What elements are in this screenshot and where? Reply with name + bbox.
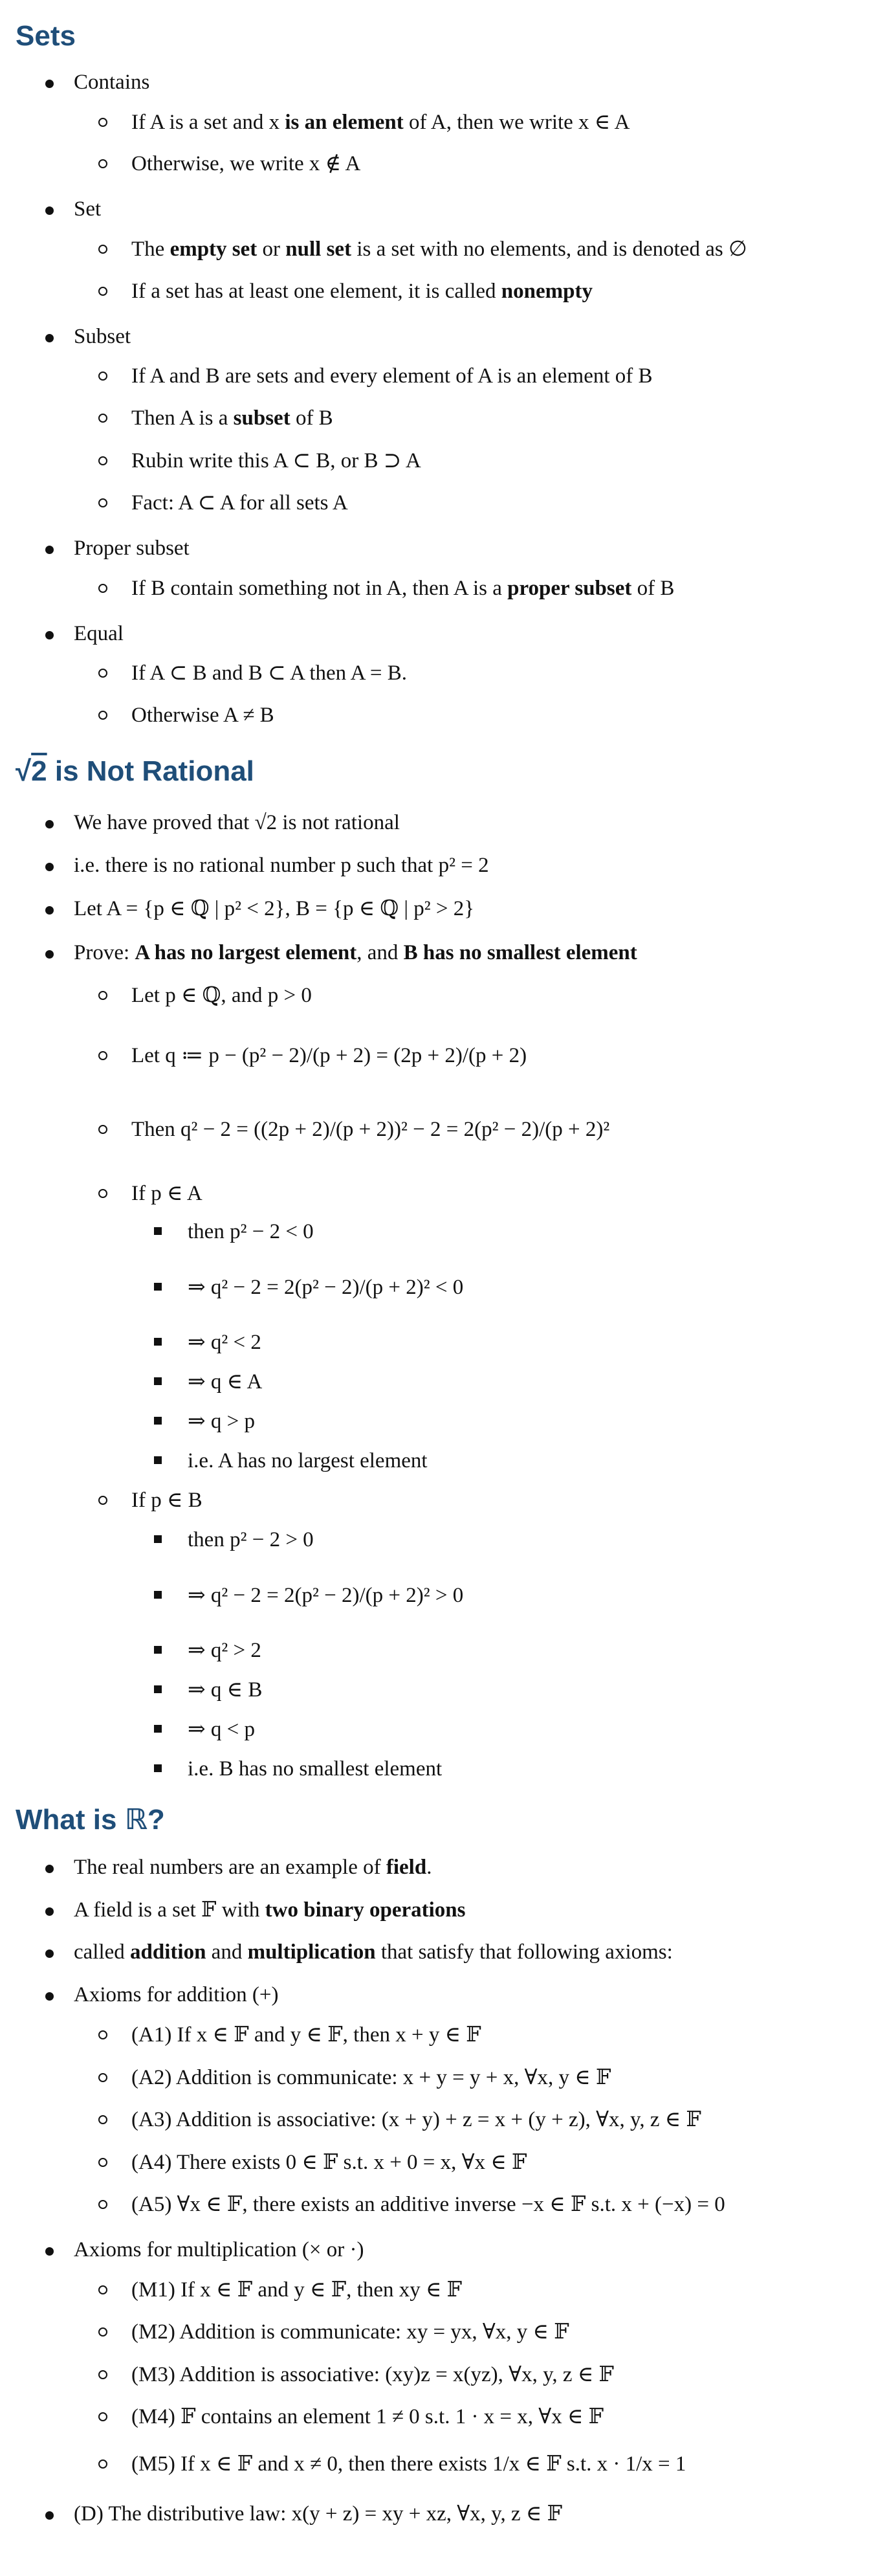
bullet <box>154 1283 162 1291</box>
case-b-item: ⇒ q² > 2 <box>188 1639 261 1662</box>
bullet <box>45 820 54 828</box>
case-a-head: If p ∈ A <box>131 1182 203 1205</box>
bullet <box>154 1227 162 1235</box>
bullet <box>98 2285 107 2294</box>
bullet <box>45 206 54 215</box>
sqrt2-heading: √2 is Not Rational <box>16 755 254 787</box>
case-a-item: i.e. A has no largest element <box>188 1449 428 1472</box>
set-line-2: If a set has at least one element, it is called nonempty <box>131 280 593 303</box>
bullet <box>98 414 107 423</box>
bullet <box>45 80 54 88</box>
bullet <box>98 159 107 168</box>
subset-line-1: If A and B are sets and every element of A is an element of B <box>131 364 653 388</box>
reals-heading: What is ℝ? <box>16 1804 165 1836</box>
addition-axiom: (A3) Addition is associative: (x + y) + z = x + (y + z), ∀x, y, z ∈ 𝔽 <box>131 2108 701 2131</box>
bullet <box>98 372 107 381</box>
bullet <box>45 1949 54 1958</box>
bullet <box>45 2247 54 2256</box>
subset-label: Subset <box>74 325 131 348</box>
equal-line-1: If A ⊂ B and B ⊂ A then A = B. <box>131 661 407 685</box>
bullet <box>98 498 107 507</box>
case-a-item: ⇒ q > p <box>188 1410 256 1433</box>
bullet <box>45 863 54 871</box>
bullet <box>98 2200 107 2209</box>
contains-line-1: If A is a set and x is an element of A, then we write x ∈ A <box>131 111 630 134</box>
multiplication-axiom: (M2) Addition is communicate: xy = yx, ∀x, y ∈ 𝔽 <box>131 2320 569 2344</box>
bullet <box>45 1865 54 1873</box>
bullet <box>98 2370 107 2379</box>
case-b-item: i.e. B has no smallest element <box>188 1757 443 1781</box>
bullet <box>45 1907 54 1916</box>
bullet <box>45 631 54 639</box>
bullet <box>98 245 107 254</box>
addition-axiom: (A1) If x ∈ 𝔽 and y ∈ 𝔽, then x + y ∈ 𝔽 <box>131 2023 481 2047</box>
bullet <box>154 1535 162 1543</box>
equal-label: Equal <box>74 622 124 645</box>
bullet <box>98 2327 107 2337</box>
proper-subset-label: Proper subset <box>74 537 190 560</box>
addition-axiom: (A4) There exists 0 ∈ 𝔽 s.t. x + 0 = x, ∀x ∈ 𝔽 <box>131 2151 527 2174</box>
bullet <box>154 1338 162 1346</box>
bullet <box>154 1377 162 1385</box>
proof-step-2: Let q ≔ p − (p² − 2)/(p + 2) = (2p + 2)/(p + 2) <box>131 1044 527 1067</box>
case-a-item: ⇒ q ∈ A <box>188 1370 263 1393</box>
bullet <box>154 1417 162 1425</box>
bullet <box>45 1992 54 2001</box>
bullet <box>98 584 107 593</box>
contains-label: Contains <box>74 71 150 94</box>
bullet <box>154 1685 162 1693</box>
reals-line-2: A field is a set 𝔽 with two binary operations <box>74 1898 466 1922</box>
case-b-item: ⇒ q ∈ B <box>188 1678 263 1702</box>
bullet <box>98 669 107 678</box>
bullet <box>98 1496 107 1505</box>
bullet <box>98 2115 107 2124</box>
distributive-law: (D) The distributive law: x(y + z) = xy + xz, ∀x, y, z ∈ 𝔽 <box>74 2502 563 2526</box>
bullet <box>98 2158 107 2167</box>
bullet <box>98 1051 107 1060</box>
subset-line-2: Then A is a subset of B <box>131 406 333 430</box>
sets-heading: Sets <box>16 20 76 52</box>
case-b-head: If p ∈ B <box>131 1489 203 1512</box>
multiplication-axiom: (M5) If x ∈ 𝔽 and x ≠ 0, then there exists 1/x ∈ 𝔽 s.t. x · 1/x = 1 <box>131 2452 686 2476</box>
case-b-item: ⇒ q² − 2 = 2(p² − 2)/(p + 2)² > 0 <box>188 1584 464 1607</box>
bullet <box>98 2412 107 2421</box>
sqrt2-line-1: We have proved that √2 is not rational <box>74 811 400 834</box>
bullet <box>154 1456 162 1464</box>
contains-line-2: Otherwise, we write x ∉ A <box>131 152 361 175</box>
case-b-item: ⇒ q < p <box>188 1718 256 1741</box>
bullet <box>98 2459 107 2469</box>
bullet <box>98 456 107 465</box>
addition-axiom: (A2) Addition is communicate: x + y = y + x, ∀x, y ∈ 𝔽 <box>131 2066 611 2089</box>
case-b-item: then p² − 2 > 0 <box>188 1528 314 1551</box>
bullet <box>98 2073 107 2082</box>
subset-line-3: Rubin write this A ⊂ B, or B ⊃ A <box>131 449 421 472</box>
bullet <box>45 334 54 342</box>
sqrt2-line-2: i.e. there is no rational number p such that p² = 2 <box>74 854 489 877</box>
bullet <box>45 906 54 915</box>
bullet <box>98 287 107 296</box>
equal-line-2: Otherwise A ≠ B <box>131 704 274 727</box>
bullet <box>45 546 54 554</box>
case-a-item: ⇒ q² − 2 = 2(p² − 2)/(p + 2)² < 0 <box>188 1276 464 1299</box>
multiplication-axioms-label: Axioms for multiplication (× or ·) <box>74 2238 364 2261</box>
subset-line-4: Fact: A ⊂ A for all sets A <box>131 491 348 515</box>
reals-line-3: called addition and multiplication that satisfy that following axioms: <box>74 1940 673 1964</box>
bullet <box>45 2511 54 2520</box>
bullet <box>154 1646 162 1654</box>
bullet <box>98 2030 107 2039</box>
set-line-1: The empty set or null set is a set with no elements, and is denoted as ∅ <box>131 238 747 261</box>
bullet <box>98 118 107 127</box>
set-label: Set <box>74 197 102 221</box>
proper-subset-line-1: If B contain something not in A, then A is a proper subset of B <box>131 577 675 600</box>
case-a-item: ⇒ q² < 2 <box>188 1331 261 1354</box>
multiplication-axiom: (M3) Addition is associative: (xy)z = x(yz), ∀x, y, z ∈ 𝔽 <box>131 2363 614 2386</box>
bullet <box>45 950 54 959</box>
bullet <box>154 1725 162 1733</box>
bullet <box>98 991 107 1000</box>
multiplication-axiom: (M1) If x ∈ 𝔽 and y ∈ 𝔽, then xy ∈ 𝔽 <box>131 2278 463 2302</box>
reals-line-1: The real numbers are an example of field. <box>74 1856 432 1879</box>
addition-axioms-label: Axioms for addition (+) <box>74 1983 279 2006</box>
proof-step-1: Let p ∈ ℚ, and p > 0 <box>131 984 312 1007</box>
bullet <box>154 1764 162 1772</box>
bullet <box>98 1125 107 1134</box>
bullet <box>98 1189 107 1198</box>
sqrt2-line-4: Prove: A has no largest element, and B has no smallest element <box>74 941 637 964</box>
bullet <box>98 711 107 720</box>
addition-axiom: (A5) ∀x ∈ 𝔽, there exists an additive inverse −x ∈ 𝔽 s.t. x + (−x) = 0 <box>131 2193 725 2216</box>
multiplication-axiom: (M4) 𝔽 contains an element 1 ≠ 0 s.t. 1 · x = x, ∀x ∈ 𝔽 <box>131 2405 604 2428</box>
case-a-item: then p² − 2 < 0 <box>188 1220 314 1243</box>
proof-step-3: Then q² − 2 = ((2p + 2)/(p + 2))² − 2 = 2(p² − 2)/(p + 2)² <box>131 1118 610 1141</box>
sqrt2-line-3: Let A = {p ∈ ℚ | p² < 2}, B = {p ∈ ℚ | p² > 2} <box>74 897 475 920</box>
bullet <box>154 1591 162 1599</box>
